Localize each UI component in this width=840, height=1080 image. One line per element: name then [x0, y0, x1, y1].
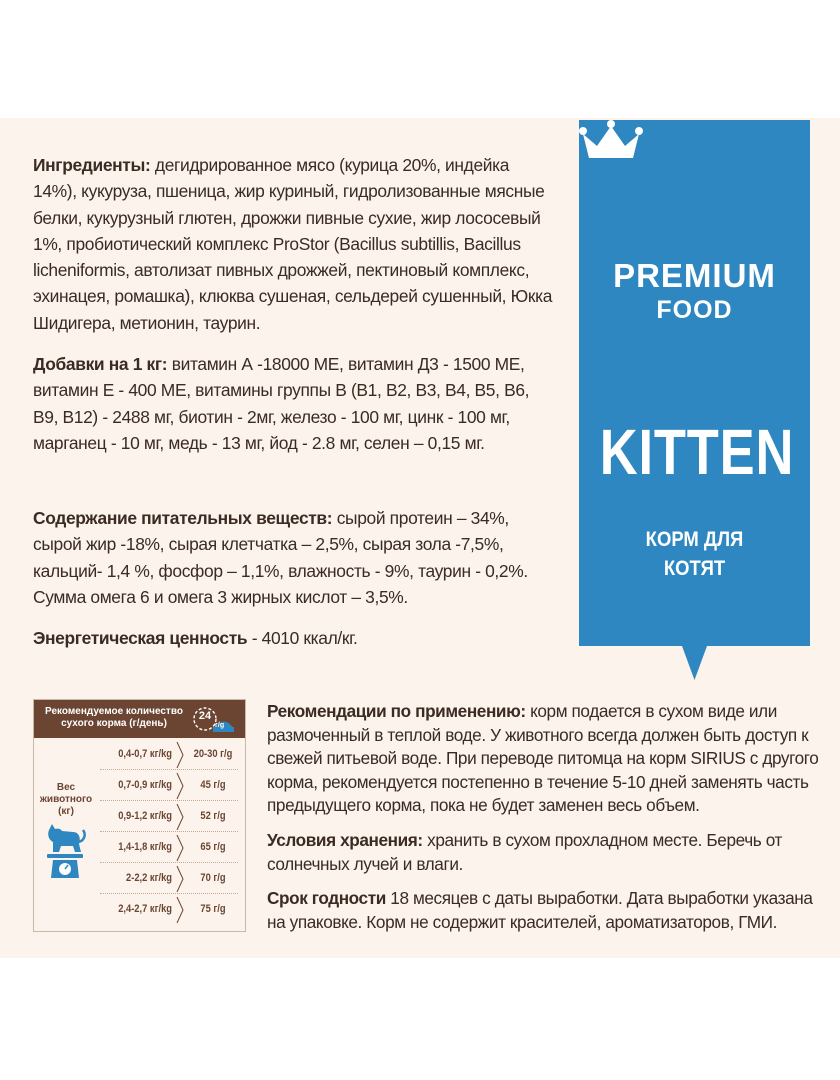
row-divider: [100, 800, 238, 801]
row-weight: 0,4-0,7 кг/kg: [118, 748, 172, 760]
daily-badge: [189, 705, 235, 733]
storage-label: Условия хранения:: [267, 830, 423, 850]
nutrients-paragraph: [33, 505, 553, 610]
shelf-life-paragraph: [267, 887, 822, 934]
row-divider: [100, 831, 238, 832]
row-separator-icon: [176, 897, 184, 923]
feed-label-line1: КОРМ ДЛЯ: [645, 528, 744, 551]
row-grams: 75 г/g: [200, 903, 226, 915]
row-separator-icon: [176, 804, 184, 830]
premium-label: PREMIUM: [613, 257, 776, 294]
row-divider: [100, 893, 238, 894]
table-header-line2: сухого корма (г/день): [61, 718, 167, 729]
table-row: [94, 802, 244, 832]
ribbon-shape: [579, 120, 810, 681]
cat-on-scale-icon: [43, 820, 87, 882]
energy-text: - 4010 ккал/кг.: [247, 628, 358, 648]
badge-number: 24: [198, 710, 212, 722]
table-header-line1: Рекомендуемое количество: [45, 706, 183, 717]
row-separator-icon: [176, 742, 184, 768]
feed-label-line2: КОТЯТ: [663, 557, 726, 580]
row-divider: [100, 862, 238, 863]
ingredients-label: Ингредиенты:: [33, 155, 151, 175]
row-separator-icon: [176, 866, 184, 892]
row-divider: [100, 769, 238, 770]
weight-label: [38, 782, 94, 818]
storage-paragraph: [267, 829, 822, 876]
row-separator-icon: [176, 835, 184, 861]
weight-label-text: Вес животного (кг): [39, 782, 93, 817]
food-label: FOOD: [656, 296, 733, 324]
shelf-life-label: Срок годности: [267, 888, 386, 908]
crown-icon: [579, 120, 643, 160]
row-separator-icon: [176, 773, 184, 799]
table-row: [94, 895, 244, 925]
shelf-life-text: 18 месяцев с даты выработки. Дата выработки указана на упаковке. Корм не содержит красителей, ароматизаторов, ГМИ.: [267, 888, 813, 932]
energy-label: Энергетическая ценность: [33, 628, 248, 648]
row-grams: 52 г/g: [200, 810, 226, 822]
premium-ribbon: [579, 120, 810, 681]
table-row: [94, 833, 244, 863]
recommendations-label: Рекомендации по применению:: [267, 701, 526, 721]
row-grams: 20-30 г/g: [193, 748, 233, 760]
recommendations-text: корм подается в сухом виде или размоченный в теплой воде. У животного всегда должен быть доступ к свежей питьевой воде. При переводе питомца на корм SIRIUS с другого корма, рекомендуется постепенно в течение 5-10 дней заменять часть предыдущего корма, пока не будет заменен весь объем.: [267, 701, 819, 815]
ingredients-paragraph: [33, 152, 553, 336]
additives-paragraph: [33, 351, 553, 456]
energy-paragraph: [33, 625, 553, 651]
row-grams: 65 г/g: [200, 841, 226, 853]
table-row: [94, 771, 244, 801]
nutrients-text: сырой протеин – 34%, сырой жир -18%, сырая клетчатка – 2,5%, сырая зола -7,5%, кальций- 1,4 %, фосфор – 1,1%, влажность - 9%, таурин - 0,2%. Сумма омега 6 и омега 3 жирных кислот – 3,5%.: [33, 508, 528, 607]
ingredients-text: дегидрированное мясо (курица 20%, индейка 14%), кукуруза, пшеница, жир куриный, гидролизованные мясные белки, кукурузный глютен, дрожжи пивные сухие, жир лососевый 1%, пробиотический комплекс ProStor (Bacillus subtillis, Bacillus licheniformis, автолизат пивных дрожжей, пектиновый комплекс, эхинацея, ромашка), клюква сушеная, сельдерей сушенный, Юкка Шидигера, метионин, таурин.: [33, 155, 553, 333]
nutrients-label: Содержание питательных веществ:: [33, 508, 333, 528]
row-grams: 70 г/g: [200, 872, 226, 884]
storage-text: хранить в сухом прохладном месте. Беречь от солнечных лучей и влаги.: [267, 830, 782, 874]
recommendations-paragraph: [267, 700, 822, 818]
row-grams: 45 г/g: [200, 779, 226, 791]
additives-label: Добавки на 1 кг:: [33, 354, 168, 374]
kitten-title: KITTEN: [599, 416, 795, 488]
feeding-table: [33, 699, 246, 932]
row-weight: 0,7-0,9 кг/kg: [118, 779, 172, 791]
feeding-table-header: [34, 700, 245, 738]
row-weight: 1,4-1,8 кг/kg: [118, 841, 172, 853]
row-weight: 2,4-2,7 кг/kg: [118, 903, 172, 915]
additives-text: витамин А -18000 МЕ, витамин Д3 - 1500 МЕ, витамин Е - 400 МЕ, витамины группы В (В1, В2, В3, В4, В5, В6, В9, В12) - 2488 мг, биотин - 2мг, железо - 100 мг, цинк - 100 мг, марганец - 10 мг, медь - 13 мг, йод - 2.8 мг, селен – 0,15 мг.: [33, 354, 530, 453]
row-weight: 2-2,2 кг/kg: [126, 872, 172, 884]
row-weight: 0,9-1,2 кг/kg: [118, 810, 172, 822]
badge-unit: г/g: [215, 722, 225, 729]
table-row: [94, 740, 244, 770]
table-row: [94, 864, 244, 894]
